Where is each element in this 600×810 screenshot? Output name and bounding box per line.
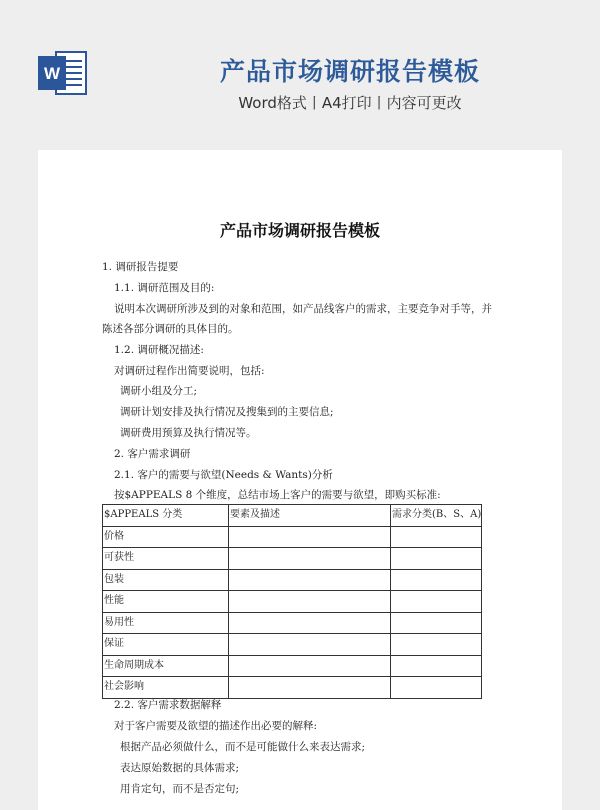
section-heading: 2. 客户需求调研	[114, 448, 191, 460]
section-heading: 1. 调研报告提要	[102, 261, 179, 273]
table-cell	[229, 677, 391, 699]
paragraph-line: 说明本次调研所涉及到的对象和范围，如产品线客户的需求，主要竞争对手等，并	[114, 303, 492, 315]
table-cell	[229, 526, 391, 548]
paragraph-line: 陈述各部分调研的具体目的。	[102, 323, 239, 335]
list-item: 调研计划安排及执行情况及搜集到的主要信息;	[120, 406, 334, 418]
table-cell	[229, 634, 391, 656]
table-cell: 易用性	[103, 612, 229, 634]
list-item: 用肯定句，而不是否定句;	[120, 783, 240, 795]
table-cell	[229, 655, 391, 677]
table-cell	[391, 655, 482, 677]
svg-text:W: W	[43, 64, 61, 83]
table-row	[103, 677, 482, 699]
document-page	[38, 150, 562, 810]
table-header-row	[103, 505, 482, 527]
table-row	[103, 612, 482, 634]
list-item: 调研小组及分工;	[120, 385, 198, 397]
table-cell: 社会影响	[103, 677, 229, 699]
appeals-table	[102, 504, 482, 699]
subsection-heading: 1.2. 调研概况描述:	[114, 344, 204, 356]
table-cell	[229, 591, 391, 613]
list-item: 根据产品必须做什么，而不是可能做什么来表达需求;	[120, 741, 366, 753]
table-cell: 价格	[103, 526, 229, 548]
table-cell	[391, 569, 482, 591]
table-cell: 性能	[103, 591, 229, 613]
paragraph-line: 对于客户需要及欲望的描述作出必要的解释:	[114, 720, 318, 732]
table-row	[103, 548, 482, 570]
table-header-cell: 要素及描述	[229, 505, 391, 527]
banner-subtitle: Word格式丨A4打印丨内容可更改	[238, 94, 462, 112]
subsection-heading: 1.1. 调研范围及目的:	[114, 282, 215, 294]
table-row	[103, 655, 482, 677]
table-cell	[391, 548, 482, 570]
table-header-cell: 需求分类(B、S、A)	[391, 505, 482, 527]
list-item: 调研费用预算及执行情况等。	[120, 427, 257, 439]
table-cell: 可获性	[103, 548, 229, 570]
table-cell	[229, 612, 391, 634]
paragraph-line: 对调研过程作出简要说明，包括:	[114, 365, 265, 377]
table-cell	[391, 612, 482, 634]
subsection-heading: 2.1. 客户的需要与欲望(Needs & Wants)分析	[114, 469, 333, 481]
table-header-cell: $APPEALS 分类	[103, 505, 229, 527]
table-cell	[229, 569, 391, 591]
table-cell	[391, 591, 482, 613]
banner	[0, 0, 600, 148]
table-cell	[229, 548, 391, 570]
list-item: 表达原始数据的具体需求;	[120, 762, 240, 774]
table-cell	[391, 526, 482, 548]
table-cell	[391, 677, 482, 699]
paragraph-line: 按$APPEALS 8 个维度，总结市场上客户的需要与欲望，即购买标准:	[114, 489, 441, 501]
table-row	[103, 634, 482, 656]
table-cell: 保证	[103, 634, 229, 656]
document-title: 产品市场调研报告模板	[219, 221, 380, 240]
subsection-heading: 2.2. 客户需求数据解释	[114, 699, 222, 711]
table-cell: 包装	[103, 569, 229, 591]
table-cell: 生命周期成本	[103, 655, 229, 677]
table-row	[103, 526, 482, 548]
word-logo-icon	[36, 48, 88, 98]
table-cell	[391, 634, 482, 656]
banner-title: 产品市场调研报告模板	[219, 57, 480, 86]
table-row	[103, 569, 482, 591]
table-row	[103, 591, 482, 613]
